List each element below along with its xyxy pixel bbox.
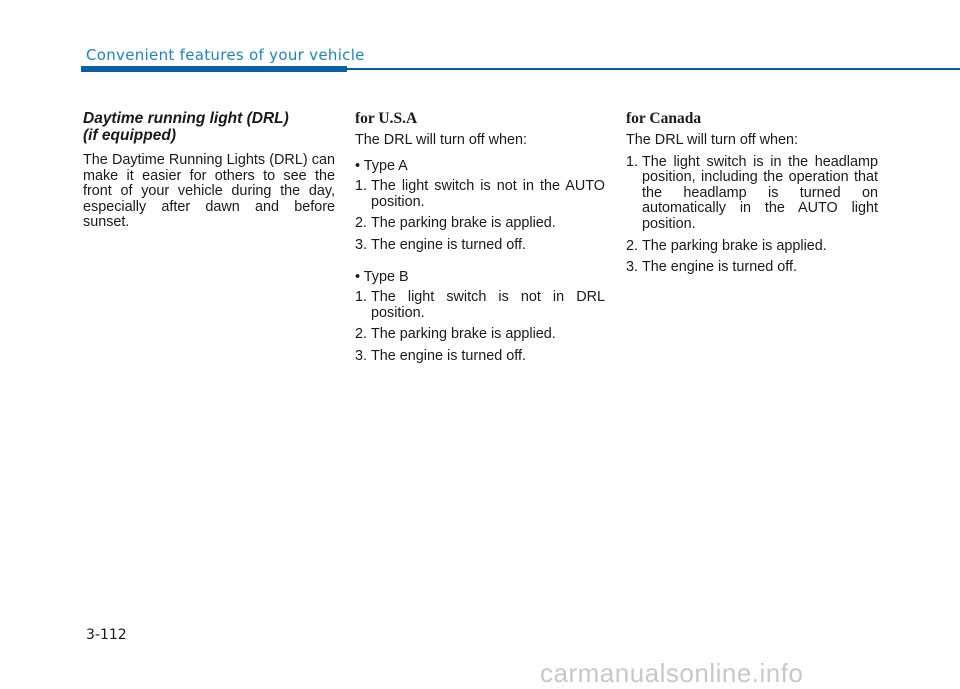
region-heading-usa: for U.S.A <box>355 110 418 127</box>
list-item: 3. The engine is turned off. <box>355 236 526 253</box>
header-rule-thick <box>81 66 347 72</box>
list-item: 1. The light switch is not in DRL position. <box>355 289 605 321</box>
type-a-label: • Type A <box>355 157 408 174</box>
type-b-label: • Type B <box>355 268 409 285</box>
section-title-line2: (if equipped) <box>83 127 176 144</box>
canada-intro: The DRL will turn off when: <box>626 132 798 148</box>
usa-intro: The DRL will turn off when: <box>355 132 527 148</box>
section-header-title: Convenient features of your vehicle <box>86 46 365 64</box>
canada-list <box>626 155 878 276</box>
list-item: 1. The light switch is in the headlamp position, including the operation that the headlamp is turned on automatically in the AUTO light position. <box>626 153 878 232</box>
header-rule-thin <box>347 68 960 70</box>
list-item: 2. The parking brake is applied. <box>355 326 556 343</box>
drl-description: The Daytime Running Lights (DRL) can make it easier for others to see the front of your vehicle during the day, especially after dawn and before sunset. <box>83 152 335 231</box>
column-usa <box>355 110 605 371</box>
section-title <box>83 110 335 144</box>
list-item: 3. The engine is turned off. <box>626 259 797 276</box>
watermark: carmanualsonline.info <box>540 658 804 688</box>
list-item: 2. The parking brake is applied. <box>355 215 556 232</box>
region-heading-canada: for Canada <box>626 110 702 127</box>
column-drl-intro <box>83 110 335 231</box>
type-b-list <box>355 290 605 364</box>
type-a-list <box>355 179 605 253</box>
list-item: 1. The light switch is not in the AUTO position. <box>355 178 605 210</box>
page-number: 3-112 <box>86 627 127 643</box>
list-item: 3. The engine is turned off. <box>355 347 526 364</box>
column-canada <box>626 110 878 282</box>
section-title-line1: Daytime running light (DRL) <box>83 110 289 127</box>
list-item: 2. The parking brake is applied. <box>626 237 827 254</box>
